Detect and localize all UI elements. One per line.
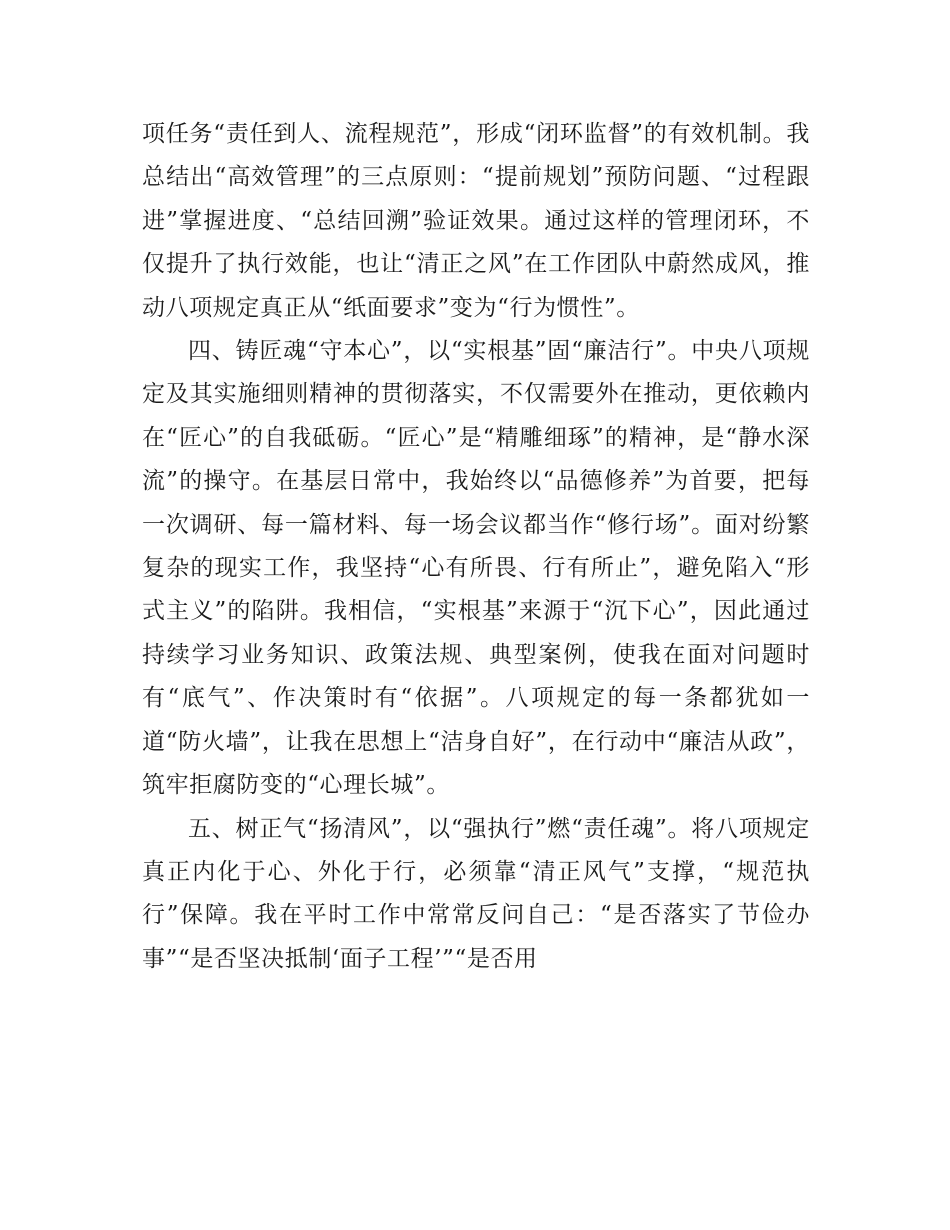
paragraph-section-five: 五、树正气“扬清风”，以“强执行”燃“责任魂”。将八项规定真正内化于心、外化于行，必须靠“清正风气”支撑，“规范执行”保障。我在平时工作中常常反问自己：“是否落实了节俭办事”“是否坚决抵制‘面子工程’”“是否用	[142, 815, 810, 972]
paragraph-continuation: 项任务“责任到人、流程规范”，形成“闭环监督”的有效机制。我总结出“高效管理”的三点原则：“提前规划”预防问题、“过程跟进”掌握进度、“总结回溯”验证效果。通过这样的管理闭环，不仅提升了执行效能，也让“清正之风”在工作团队中蔚然成风，推动八项规定真正从“纸面要求”变为“行为惯性”。	[142, 121, 810, 321]
document-body	[142, 113, 810, 981]
paragraph-section-four: 四、铸匠魂“守本心”，以“实根基”固“廉洁行”。中央八项规定及其实施细则精神的贯彻落实，不仅需要外在推动，更依赖内在“匠心”的自我砥砺。“匠心”是“精雕细琢”的精神，是“静水深流”的操守。在基层日常中，我始终以“品德修养”为首要，把每一次调研、每一篇材料、每一场会议都当作“修行场”。面对纷繁复杂的现实工作，我坚持“心有所畏、行有所止”，避免陷入“形式主义”的陷阱。我相信，“实根基”来源于“沉下心”，因此通过持续学习业务知识、政策法规、典型案例，使我在面对问题时有“底气”、作决策时有“依据”。八项规定的每一条都犹如一道“防火墙”，让我在思想上“洁身自好”，在行动中“廉洁从政”，筑牢拒腐防变的“心理长城”。	[142, 338, 810, 799]
